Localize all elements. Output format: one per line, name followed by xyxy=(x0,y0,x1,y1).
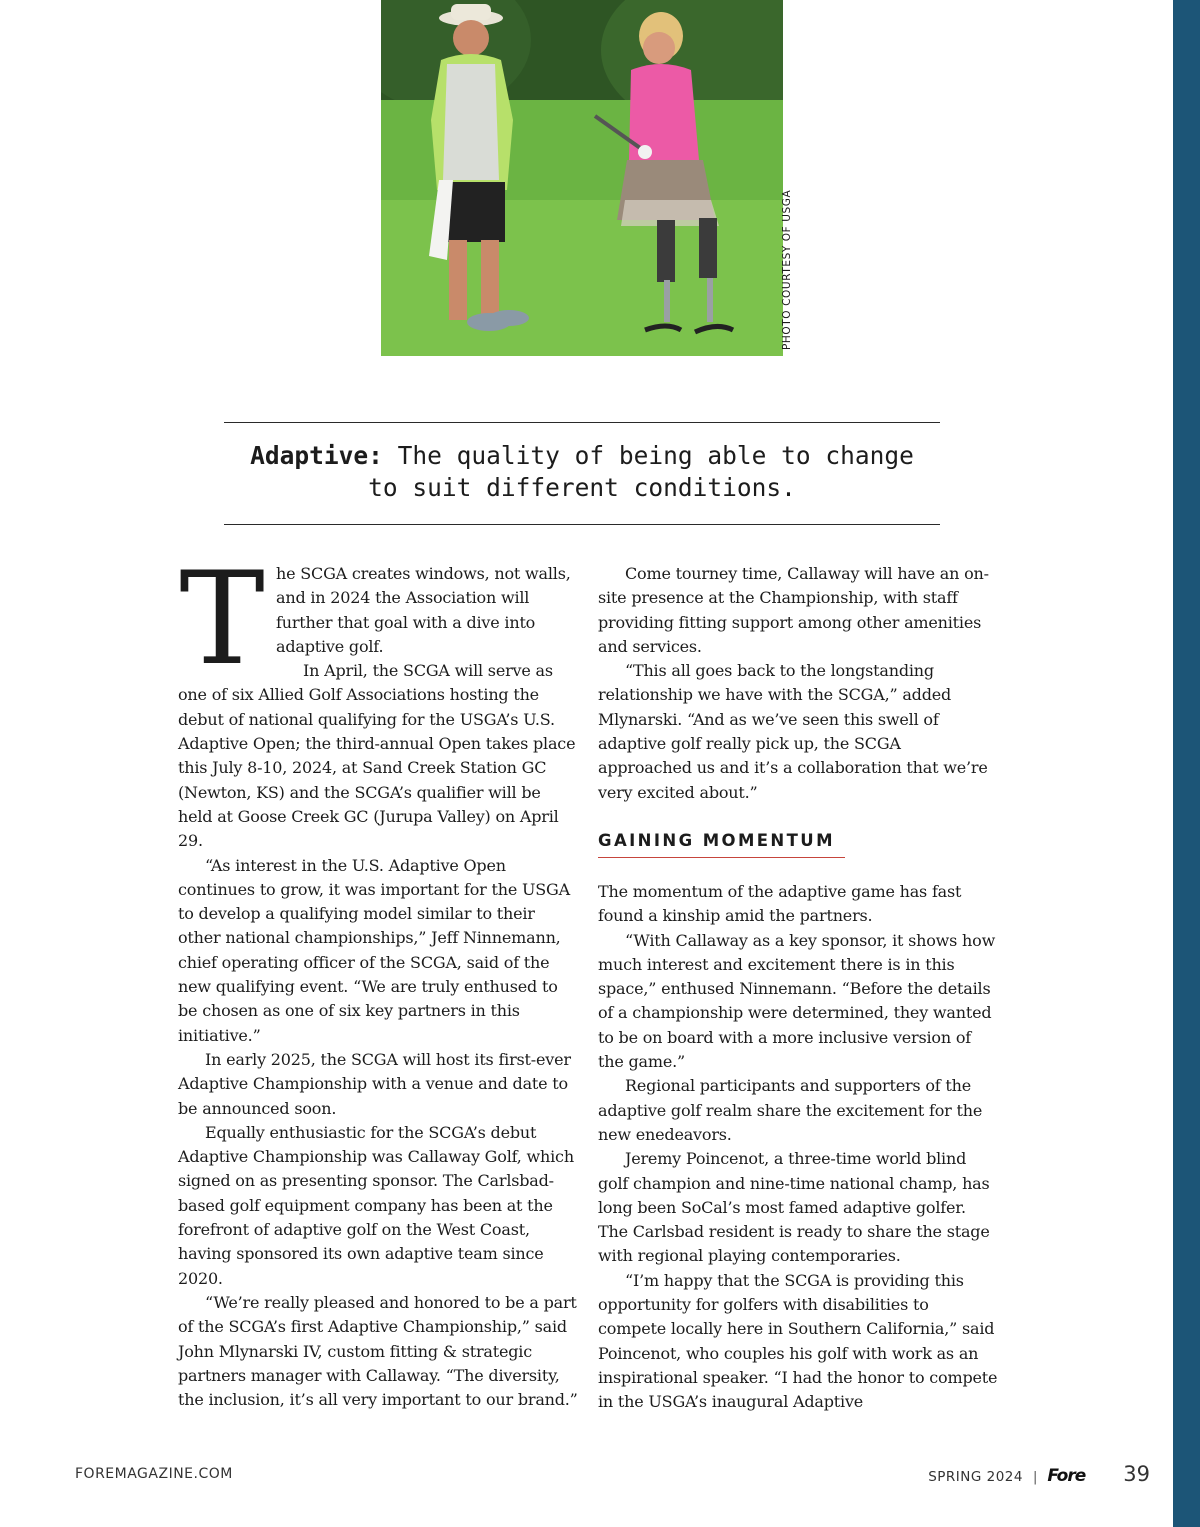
article-paragraph-1 xyxy=(178,545,578,694)
article-paragraph-1-text: he SCGA creates windows, not walls, and in 2024 the Association will further that goal with a dive into adaptive golf. xyxy=(276,564,571,656)
article-paragraph: In early 2025, the SCGA will host its first-ever Adaptive Championship with a venue and date to be announced soon. xyxy=(178,1049,571,1118)
photo-credit: PHOTO COURTESY OF USGA xyxy=(781,189,793,350)
footer-brand-logo: Fore xyxy=(1047,1466,1086,1486)
article-paragraph: Jeremy Poincenot, a three-time world blind golf champion and nine-time national champ, has long been SoCal’s most famed adaptive golfer. The Carlsbad resident is ready to share the stage with regional playing contemporaries. xyxy=(598,1149,990,1266)
article-paragraph: “This all goes back to the longstanding relationship we have with the SCGA,” added Mlynarski. “And as we’ve seen this swell of adaptive golf really pick up, the SCGA approached us and it’s a collaboration that we’re very excited about.” xyxy=(598,661,988,802)
article-paragraph: In April, the SCGA will serve as one of six Allied Golf Associations hosting the debut of national qualifying for the USGA’s U.S. Adaptive Open; the third-annual Open takes place this July 8-10, 2024, at Sand Creek Station GC (Newton, KS) and the SCGA’s qualifier will be held at Goose Creek GC (Jurupa Valley) on April 29. xyxy=(178,661,576,851)
footer-website: FOREMAGAZINE.COM xyxy=(75,1466,233,1482)
pull-quote xyxy=(224,440,940,504)
article-paragraph: The momentum of the adaptive game has fast found a kinship amid the partners. xyxy=(598,881,962,926)
page-edge-bar xyxy=(1173,0,1200,1527)
article-column-left xyxy=(178,545,578,1412)
article-paragraph: “As interest in the U.S. Adaptive Open continues to grow, it was important for the USGA to develop a qualifying model similar to their other national championships,” Jeff Ninnemann, chief operating officer of the SCGA, said of the new qualifying event. “We are truly enthused to be chosen as one of six key partners in this initiative.” xyxy=(178,855,570,1045)
section-heading: GAINING MOMENTUM xyxy=(598,829,845,858)
article-photo xyxy=(381,0,783,356)
pull-quote-bottom-rule xyxy=(224,524,940,525)
pull-quote-definition-2: to suit different conditions. xyxy=(368,473,796,502)
article-column-right xyxy=(598,562,998,1415)
article-paragraph: “I’m happy that the SCGA is providing this opportunity for golfers with disabilities to compete locally here in Southern California,” said Poincenot, who couples his golf with work as an inspirational speaker. “I had the honor to compete in the USGA’s inaugural Adaptive xyxy=(598,1270,998,1412)
drop-cap: T xyxy=(179,545,265,694)
pull-quote-definition-1: The quality of being able to change xyxy=(397,441,914,470)
footer-folio xyxy=(928,1462,1150,1486)
footer-issue: SPRING 2024 xyxy=(928,1469,1023,1485)
pull-quote-line-1 xyxy=(224,440,940,472)
pull-quote-top-rule xyxy=(224,422,940,423)
article-paragraph: Equally enthusiastic for the SCGA’s debut Adaptive Championship was Callaway Golf, which signed on as presenting sponsor. The Carlsbad-based golf equipment company has been at the forefront of adaptive golf on the West Coast, having sponsored its own adaptive team since 2020. xyxy=(178,1122,574,1288)
footer-separator: | xyxy=(1032,1470,1038,1485)
article-paragraph: “We’re really pleased and honored to be a part of the SCGA’s first Adaptive Championship,” said John Mlynarski IV, custom fitting & strategic partners manager with Callaway. “The diversity, the inclusion, it’s all very important to our brand.” xyxy=(178,1292,578,1410)
article-paragraph: Come tourney time, Callaway will have an on-site presence at the Championship, with staff providing fitting support among other amenities and services. xyxy=(598,564,989,656)
article-paragraph: Regional participants and supporters of the adaptive golf realm share the excitement for the new enedeavors. xyxy=(598,1076,983,1144)
pull-quote-term: Adaptive: xyxy=(250,441,383,470)
article-paragraph: “With Callaway as a key sponsor, it shows how much interest and excitement there is in this space,” enthused Ninnemann. “Before the details of a championship were determined, they wanted to be on board with a more inclusive version of the game.” xyxy=(598,930,996,1072)
page-number: 39 xyxy=(1123,1462,1150,1486)
